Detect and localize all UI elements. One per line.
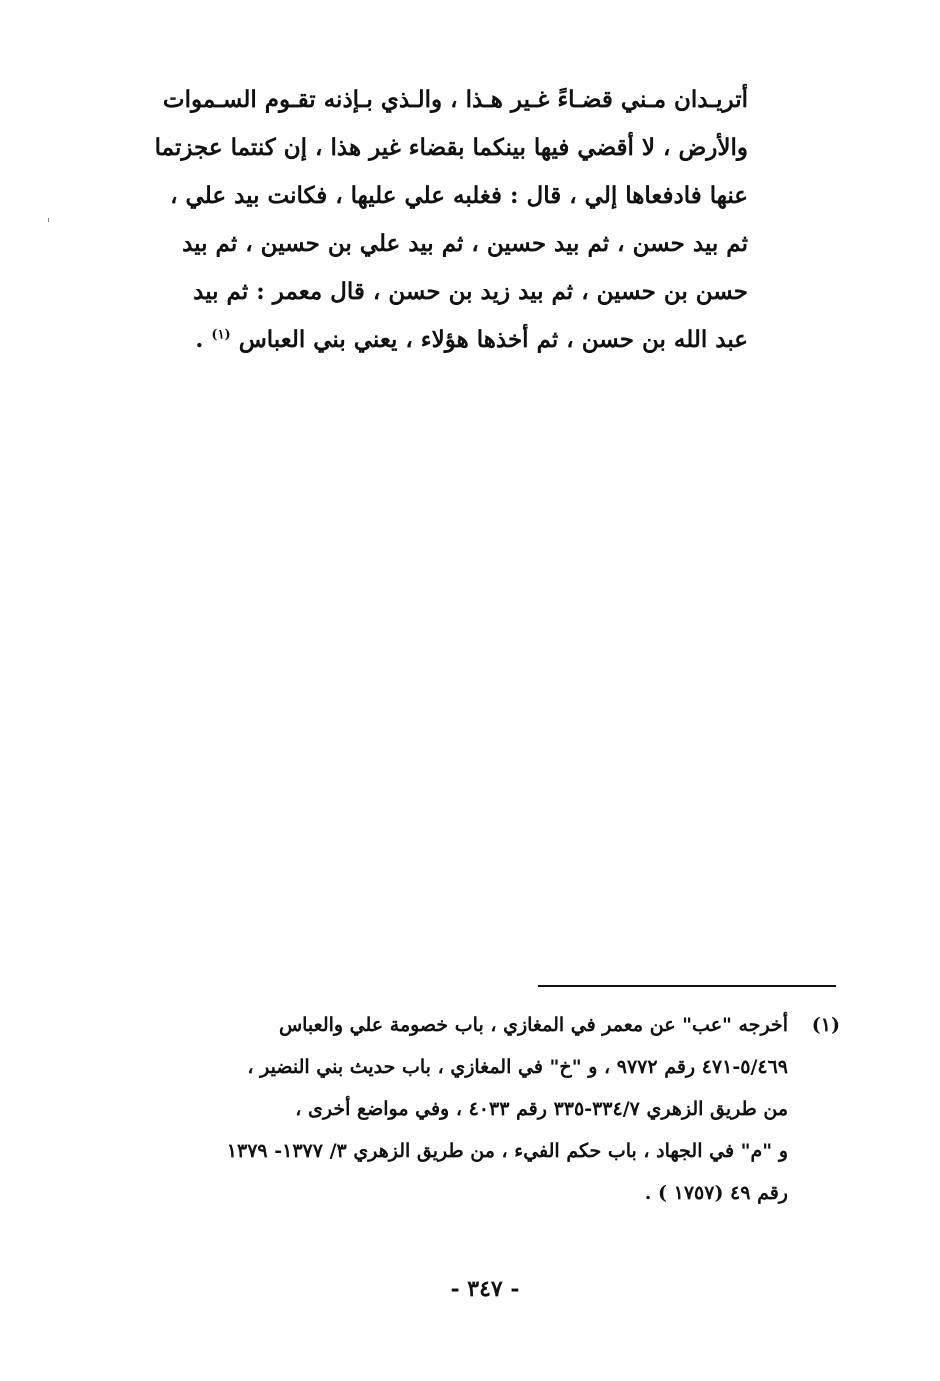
- footnote-reference: (١): [211, 327, 231, 343]
- footnote-line-2: ٥/٤٦٩-٤٧١ رقم ٩٧٧٢ ، و "خ" في المغازي ، باب حديث بني النضير ،: [247, 1056, 788, 1078]
- body-line-4: ثم بيد حسن ، ثم بيد حسين ، ثم بيد علي بن حسين ، ثم بيد: [182, 230, 748, 257]
- footnote-line-1: أخرجه "عب" عن معمر في المغازي ، باب خصومة علي والعباس: [278, 1014, 788, 1036]
- footnote-separator: [538, 985, 836, 987]
- body-text: [140, 76, 748, 364]
- body-line-1: أتريـدان مـني قضـاءً غـير هـذا ، والـذي بـإذنه تقـوم السـموات: [162, 86, 748, 113]
- footnote-text: [140, 1004, 788, 1214]
- body-line-6-end: .: [195, 326, 204, 353]
- body-line-3: عنها فادفعاها إلي ، قال : فغلبه علي عليها ، فكانت بيد علي ،: [170, 182, 748, 209]
- footnote-line-4: و "م" في الجهاد ، باب حكم الفيء ، من طريق الزهري ٣/ ١٣٧٧- ١٣٧٩: [226, 1140, 788, 1162]
- margin-mark: [48, 218, 49, 222]
- page-number: - ٣٤٧ -: [450, 1276, 520, 1302]
- footnote-number: (١): [811, 1014, 840, 1036]
- body-line-5: حسن بن حسين ، ثم بيد زيد بن حسن ، قال معمر : ثم بيد: [193, 278, 748, 305]
- footnote-line-5: رقم ٤٩ (١٧٥٧ ) .: [644, 1182, 788, 1204]
- footnote-line-3: من طريق الزهري ٣٣٤/٧-٣٣٥ رقم ٤٠٣٣ ، وفي مواضع أخرى ،: [295, 1098, 788, 1120]
- body-line-2: والأرض ، لا أقضي فيها بينكما بقضاء غير هذا ، إن كنتما عجزتما: [154, 134, 748, 161]
- body-line-6-text: عبد الله بن حسن ، ثم أخذها هؤلاء ، يعني بني العباس: [238, 326, 748, 353]
- body-line-6: [140, 316, 748, 364]
